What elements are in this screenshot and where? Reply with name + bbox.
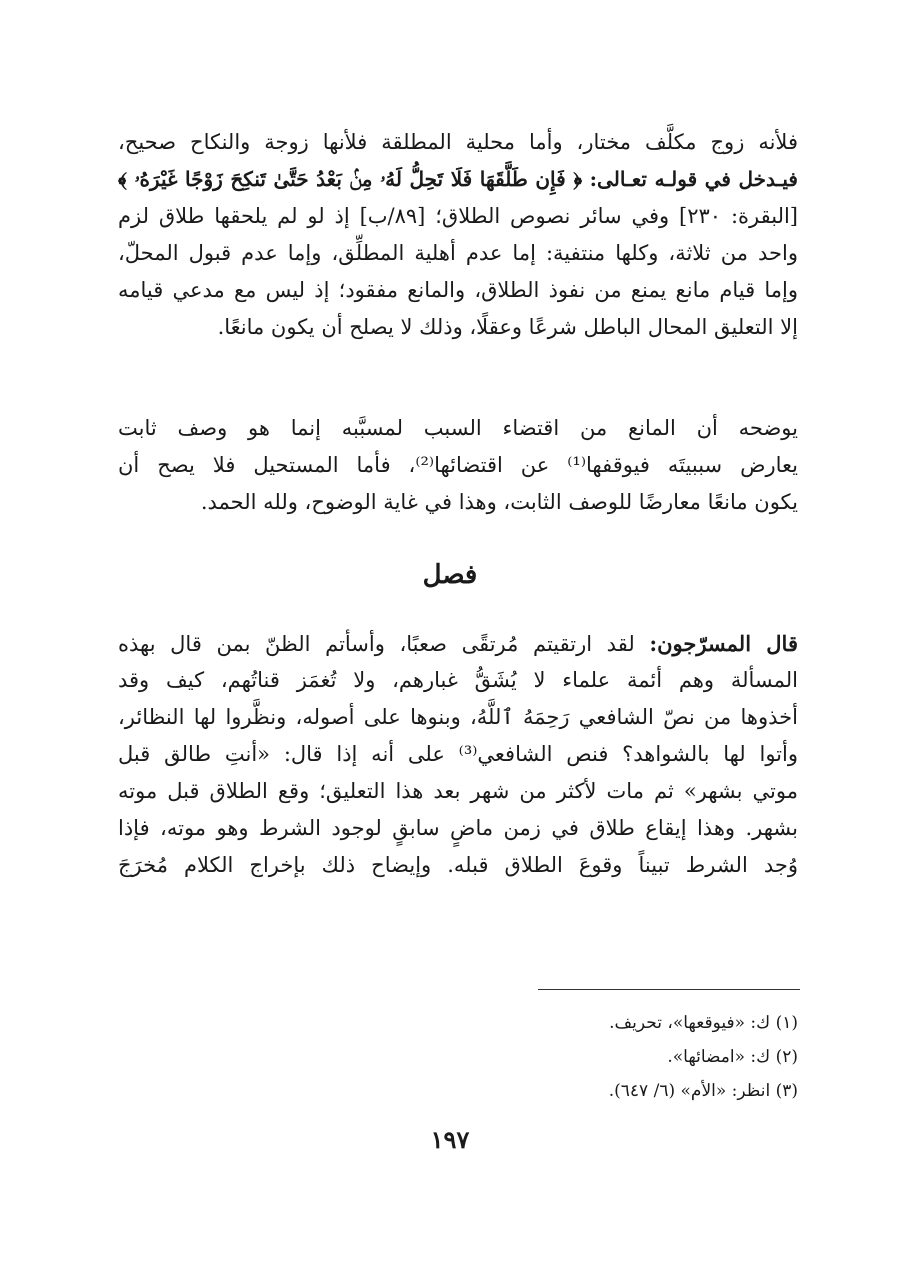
text-line: وُجد الشرط تبيناً وقوعَ الطلاق قبله. وإيضاح ذلك بإخراج الكلام مُخرَجَ: [118, 853, 798, 877]
quran-verse-line: فيـدخل في قولـه تعـالى: ﴿ فَإِن طَلَّقَهَا فَلَا تَحِلُّ لَهُۥ مِنۢ بَعْدُ حَتَّىٰ تَنكِحَ زَوْجًا غَيْرَهُۥ ﴾: [118, 167, 798, 191]
footnote-separator: [538, 989, 800, 990]
page-number: ١٩٧: [430, 1125, 470, 1154]
text-line: يكون مانعًا معارضًا للوصف الثابت، وهذا في غاية الوضوح، ولله الحمد.: [200, 490, 798, 514]
text-line: أخذوها من نصّ الشافعي رَحِمَهُ ٱللَّهُ، وبنوها على أصوله، ونظَّروا لها النظائر،: [118, 705, 798, 729]
text-line: موتي بشهر» ثم مات لأكثر من شهر بعد هذا التعليق؛ وقع الطلاق قبل موته: [118, 779, 798, 803]
text-line: [118, 625, 798, 662]
text-line: [البقرة: ٢٣٠] وفي سائر نصوص الطلاق؛ [٨٩/ب] إذ لو لم يلحقها طلاق لزم: [118, 204, 798, 228]
speaker-label: قال المسرّجون:: [649, 631, 798, 656]
paragraph-2: [118, 410, 798, 521]
text-line: فلأنه زوج مكلَّف مختار، وأما محلية المطلقة فلأنها زوجة والنكاح صحيح،: [118, 130, 798, 154]
text-line: يعارض سببيتَه فيوقفها⁽¹⁾ عن اقتضائها⁽²⁾، فأما المستحيل فلا يصح أن: [118, 453, 798, 477]
text-line: واحد من ثلاثة، وكلها منتفية: إما عدم أهلية المطلِّق، وإما عدم قبول المحلّ،: [118, 241, 798, 265]
footnote: (٢) ك: «امضائها».: [667, 1047, 798, 1067]
text-line: المسألة وهم أئمة علماء لا يُشَقُّ غبارهم، ولا تُغمَز قناتُهم، كيف وقد: [118, 668, 798, 692]
footnotes: [118, 1006, 798, 1108]
text-line: وأتوا لها بالشواهد؟ فنص الشافعي⁽³⁾ على أنه إذا قال: «أنتِ طالق قبل: [118, 742, 798, 766]
text-segment: لقد ارتقيتم مُرتقًى صعبًا، وأسأتم الظنّ بمن قال بهذه: [118, 632, 635, 656]
section-heading: فصل: [422, 560, 478, 590]
text-line: بشهر. وهذا إيقاع طلاق في زمن ماضٍ سابقٍ لوجود الشرط وهو موته، فإذا: [118, 816, 798, 840]
footnote: (٣) انظر: «الأم» (٦/ ٦٤٧).: [608, 1081, 798, 1101]
text-line: يوضحه أن المانع من اقتضاء السبب لمسبَّبه إنما هو وصف ثابت: [118, 416, 798, 440]
paragraph-1: [118, 124, 798, 346]
footnote: (١) ك: «فيوقعها»، تحريف.: [609, 1013, 798, 1033]
paragraph-3: [118, 625, 798, 884]
text-line: وإما قيام مانع يمنع من نفوذ الطلاق، والمانع مفقود؛ إذ ليس مع مدعي قيامه: [118, 278, 798, 302]
text-line: إلا التعليق المحال الباطل شرعًا وعقلًا، وذلك لا يصلح أن يكون مانعًا.: [217, 315, 798, 339]
